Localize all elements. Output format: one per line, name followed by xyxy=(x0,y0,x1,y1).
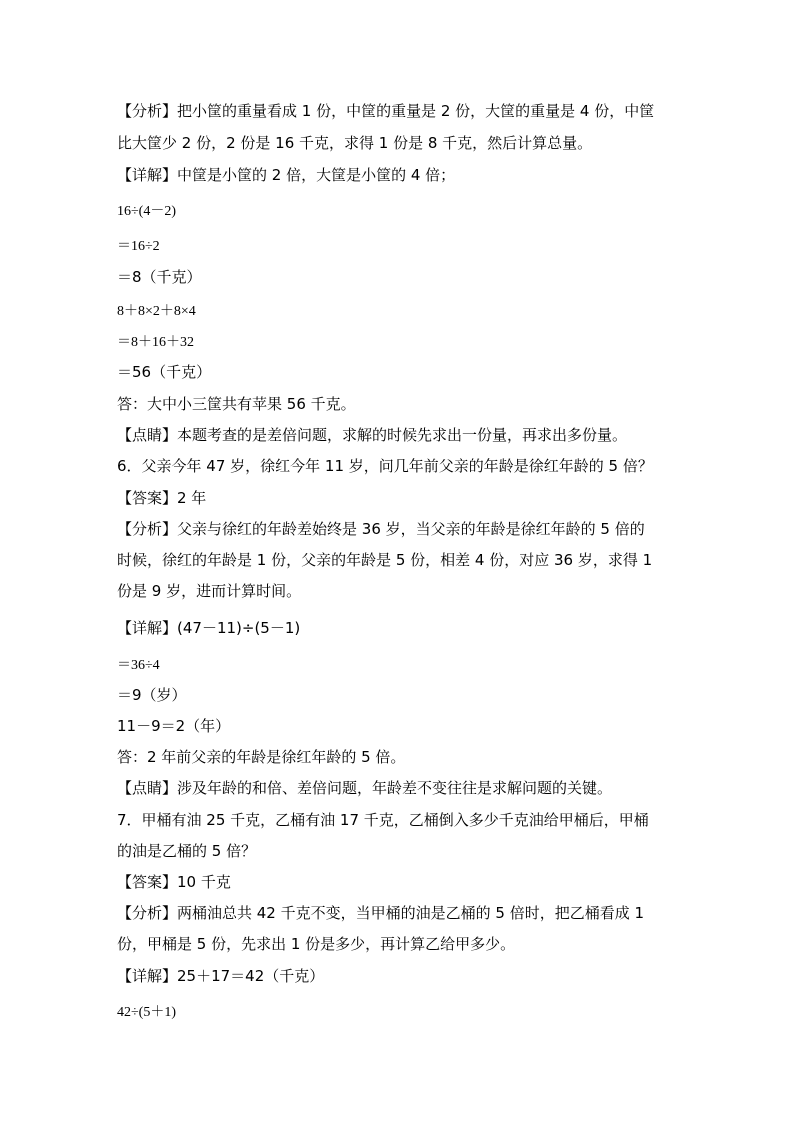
answer-line: 答：大中小三筐共有苹果 56 千克。 xyxy=(117,395,356,413)
question-line: 6．父亲今年 47 岁，徐红今年 11 岁，问几年前父亲的年龄是徐红年龄的 5 倍？ xyxy=(117,457,653,475)
analysis-line: 【分析】两桶油总共 42 千克不变，当甲桶的油是乙桶的 5 倍时，把乙桶看成 1 xyxy=(117,904,645,922)
equation-line: ＝9（岁） xyxy=(117,686,187,704)
solution-line: 【详解】25＋17＝42（千克） xyxy=(117,967,325,985)
equation-line: 42÷(5＋1) xyxy=(117,1005,177,1020)
analysis-line: 时候，徐红的年龄是 1 份，父亲的年龄是 5 份，相差 4 份，对应 36 岁，求得 1 xyxy=(117,551,653,569)
analysis-line: 份，甲桶是 5 份，先求出 1 份是多少，再计算乙给甲多少。 xyxy=(117,935,516,953)
solution-line: 【详解】(47－11)÷(5－1) xyxy=(117,619,301,637)
equation-line: ＝16÷2 xyxy=(117,239,160,254)
equation-line: 8＋8×2＋8×4 xyxy=(117,304,196,319)
equation-line: ＝8＋16＋32 xyxy=(117,335,194,350)
question-line: 的油是乙桶的 5 倍？ xyxy=(117,842,257,860)
analysis-line: 【分析】把小筐的重量看成 1 份，中筐的重量是 2 份，大筐的重量是 4 份，中筐 xyxy=(117,102,655,120)
comment-line: 【点睛】本题考查的是差倍问题，求解的时候先求出一份量，再求出多份量。 xyxy=(117,426,628,444)
answer-line: 答：2 年前父亲的年龄是徐红年龄的 5 倍。 xyxy=(117,748,406,766)
equation-line: ＝8（千克） xyxy=(117,268,202,286)
analysis-line: 份是 9 岁，进而计算时间。 xyxy=(117,582,302,600)
equation-line: 11－9＝2（年） xyxy=(117,717,231,735)
question-line: 7．甲桶有油 25 千克，乙桶有油 17 千克，乙桶倒入多少千克油给甲桶后，甲桶 xyxy=(117,811,649,829)
equation-line: ＝56（千克） xyxy=(117,363,212,381)
equation-line: ＝36÷4 xyxy=(117,658,160,673)
analysis-line: 【分析】父亲与徐红的年龄差始终是 36 岁，当父亲的年龄是徐红年龄的 5 倍的 xyxy=(117,520,645,538)
analysis-line: 比大筐少 2 份，2 份是 16 千克，求得 1 份是 8 千克，然后计算总量。 xyxy=(117,134,593,152)
equation-line: 16÷(4－2) xyxy=(117,204,177,219)
comment-line: 【点睛】涉及年龄的和倍、差倍问题，年龄差不变往往是求解问题的关键。 xyxy=(117,779,613,797)
solution-line: 【详解】中筐是小筐的 2 倍，大筐是小筐的 4 倍； xyxy=(117,166,456,184)
answer-key-line: 【答案】2 年 xyxy=(117,489,207,507)
answer-key-line: 【答案】10 千克 xyxy=(117,873,231,891)
